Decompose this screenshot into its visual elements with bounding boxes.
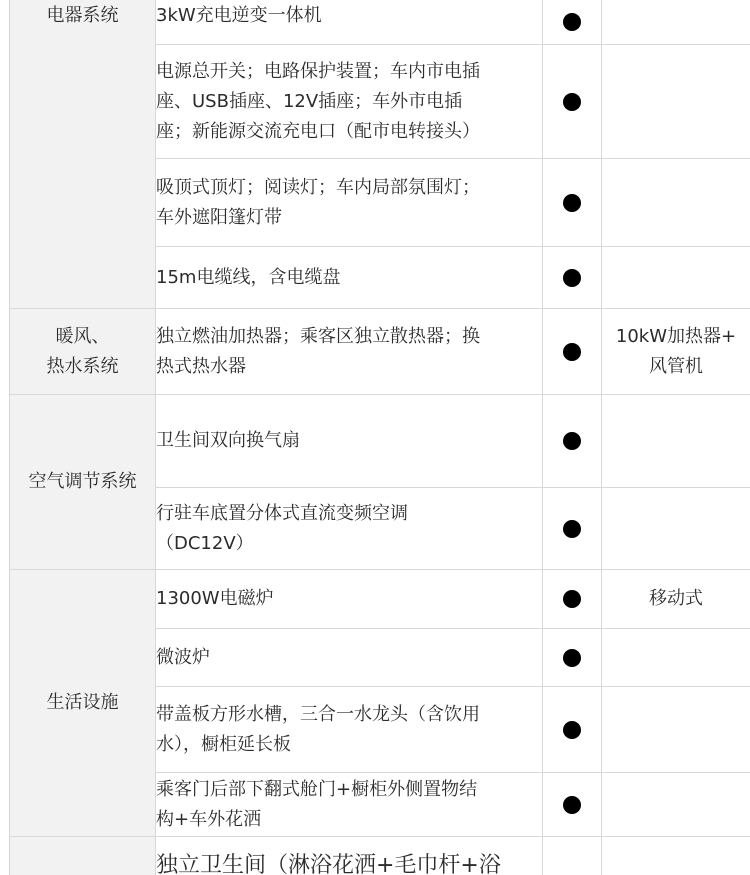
item-cell bbox=[156, 45, 543, 159]
category-label: 空气调节系统 bbox=[28, 471, 137, 492]
note-cell bbox=[602, 837, 750, 875]
table-row bbox=[10, 309, 750, 395]
item-label: 带盖板方形水槽，三合一水龙头（含饮用 水），橱柜延长板 bbox=[156, 703, 480, 755]
item-label: 微波炉 bbox=[156, 646, 210, 668]
item-cell bbox=[156, 687, 543, 773]
item-label: 吸顶式顶灯；阅读灯；车内局部氛围灯； 车外遮阳篷灯带 bbox=[156, 176, 480, 228]
standard-cell bbox=[543, 159, 602, 247]
note-cell bbox=[602, 309, 750, 395]
note-cell bbox=[602, 570, 750, 629]
item-label: 独立燃油加热器；乘客区独立散热器；换 热式热水器 bbox=[156, 325, 480, 377]
item-cell bbox=[156, 488, 543, 570]
category-label: 生活设施 bbox=[46, 692, 119, 713]
item-label: 独立卫生间（淋浴花洒+毛巾杆+浴 bbox=[156, 853, 501, 875]
standard-dot-icon bbox=[563, 721, 581, 739]
category-cell bbox=[10, 309, 156, 395]
note-label: 10kW加热器+ 风管机 bbox=[615, 325, 737, 377]
item-label: 电源总开关；电路保护装置；车内市电插 座、USB插座、12V插座；车外市电插 座；新能源交流充电口（配市电转接头） bbox=[156, 60, 480, 142]
standard-cell bbox=[543, 687, 602, 773]
item-cell bbox=[156, 247, 543, 309]
standard-dot-icon bbox=[563, 343, 581, 361]
note-cell bbox=[602, 395, 750, 488]
category-cell bbox=[10, 570, 156, 837]
standard-cell bbox=[543, 570, 602, 629]
category-cell bbox=[10, 0, 156, 309]
note-label: 移动式 bbox=[649, 588, 703, 609]
category-label: 暖风、 热水系统 bbox=[46, 325, 119, 377]
item-cell bbox=[156, 309, 543, 395]
item-label: 3kW充电逆变一体机 bbox=[156, 5, 322, 26]
item-cell bbox=[156, 0, 543, 45]
note-cell bbox=[602, 247, 750, 309]
standard-cell bbox=[543, 0, 602, 45]
spec-table bbox=[9, 0, 750, 875]
category-label: 电器系统 bbox=[46, 5, 119, 26]
standard-cell bbox=[543, 247, 602, 309]
item-cell bbox=[156, 570, 543, 629]
table-row bbox=[10, 0, 750, 45]
item-label: 乘客门后部下翻式舱门+橱柜外侧置物结 构+车外花洒 bbox=[156, 778, 478, 830]
standard-dot-icon bbox=[563, 520, 581, 538]
note-cell bbox=[602, 629, 750, 687]
standard-cell bbox=[543, 395, 602, 488]
note-cell bbox=[602, 45, 750, 159]
standard-cell bbox=[543, 773, 602, 837]
standard-dot-icon bbox=[563, 13, 581, 31]
table-row bbox=[10, 837, 750, 875]
standard-dot-icon bbox=[563, 93, 581, 111]
item-cell bbox=[156, 629, 543, 687]
standard-dot-icon bbox=[563, 432, 581, 450]
item-label: 1300W电磁炉 bbox=[156, 588, 274, 609]
standard-dot-icon bbox=[563, 194, 581, 212]
item-label: 卫生间双向换气扇 bbox=[156, 430, 300, 451]
item-label: 行驻车底置分体式直流变频空调 （DC12V） bbox=[156, 502, 408, 554]
standard-dot-icon bbox=[563, 649, 581, 667]
category-cell bbox=[10, 395, 156, 570]
standard-dot-icon bbox=[563, 269, 581, 287]
item-cell bbox=[156, 159, 543, 247]
standard-cell bbox=[543, 45, 602, 159]
item-cell bbox=[156, 395, 543, 488]
standard-dot-icon bbox=[563, 796, 581, 814]
note-cell bbox=[602, 159, 750, 247]
standard-cell bbox=[543, 309, 602, 395]
table-row bbox=[10, 395, 750, 488]
standard-dot-icon bbox=[563, 590, 581, 608]
note-cell bbox=[602, 687, 750, 773]
item-cell bbox=[156, 837, 543, 875]
note-cell bbox=[602, 773, 750, 837]
table-row bbox=[10, 570, 750, 629]
standard-cell bbox=[543, 629, 602, 687]
note-cell bbox=[602, 488, 750, 570]
standard-cell bbox=[543, 837, 602, 875]
note-cell bbox=[602, 0, 750, 45]
category-cell bbox=[10, 837, 156, 875]
item-label: 15m电缆线，含电缆盘 bbox=[156, 266, 341, 288]
standard-cell bbox=[543, 488, 602, 570]
item-cell bbox=[156, 773, 543, 837]
